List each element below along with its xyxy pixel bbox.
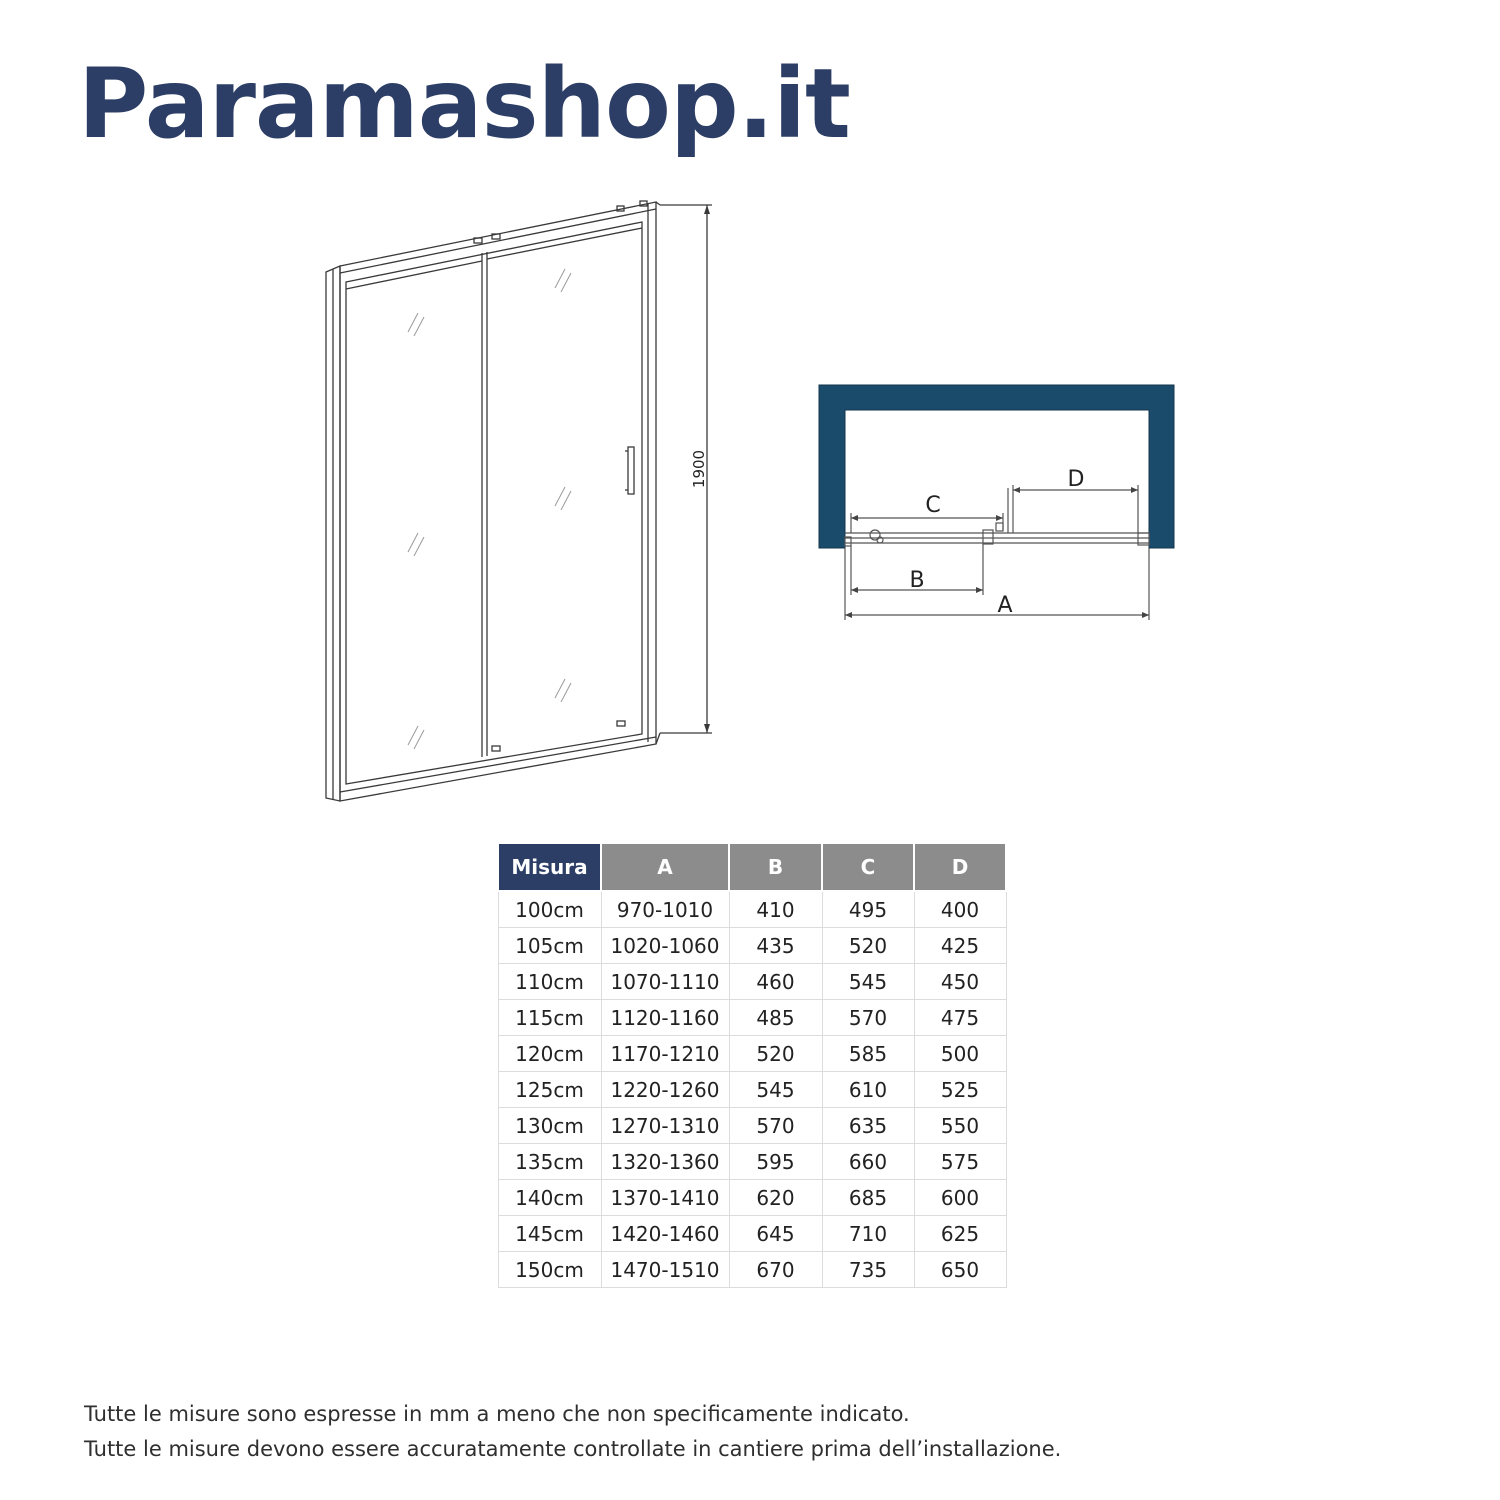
table-cell-c: 610 bbox=[822, 1072, 914, 1108]
table-cell-b: 645 bbox=[729, 1216, 822, 1252]
table-cell-a: 1470-1510 bbox=[601, 1252, 729, 1288]
column-header-d: D bbox=[914, 843, 1006, 891]
table-cell-a: 1070-1110 bbox=[601, 964, 729, 1000]
table-cell-c: 710 bbox=[822, 1216, 914, 1252]
plan-stopper bbox=[983, 530, 993, 544]
table-cell-c: 585 bbox=[822, 1036, 914, 1072]
table-row bbox=[498, 1216, 1006, 1252]
plan-view bbox=[819, 385, 1174, 620]
table-cell-b: 485 bbox=[729, 1000, 822, 1036]
table-cell-a: 1220-1260 bbox=[601, 1072, 729, 1108]
table-cell-b: 435 bbox=[729, 928, 822, 964]
door-inner-frame bbox=[346, 222, 642, 784]
table-row bbox=[498, 1108, 1006, 1144]
table-cell-c: 520 bbox=[822, 928, 914, 964]
bottom-guide bbox=[492, 746, 500, 751]
table-cell-d: 650 bbox=[914, 1252, 1006, 1288]
table-body bbox=[498, 891, 1006, 1288]
table-cell-misura: 135cm bbox=[498, 1144, 601, 1180]
table-cell-d: 575 bbox=[914, 1144, 1006, 1180]
table-cell-c: 570 bbox=[822, 1000, 914, 1036]
table-cell-c: 660 bbox=[822, 1144, 914, 1180]
table-cell-misura: 150cm bbox=[498, 1252, 601, 1288]
footnote-verify: Tutte le misure devono essere accuratamente controllate in cantiere prima dell’installazione. bbox=[84, 1437, 1062, 1461]
table-cell-misura: 110cm bbox=[498, 964, 601, 1000]
table-cell-b: 595 bbox=[729, 1144, 822, 1180]
sizes-table bbox=[497, 842, 1007, 1288]
table-row bbox=[498, 1180, 1006, 1216]
table-cell-a: 1020-1060 bbox=[601, 928, 729, 964]
column-header-c: C bbox=[822, 843, 914, 891]
height-label: 1900 bbox=[690, 449, 708, 489]
table-row bbox=[498, 1144, 1006, 1180]
table-cell-a: 1420-1460 bbox=[601, 1216, 729, 1252]
table-cell-d: 475 bbox=[914, 1000, 1006, 1036]
table-cell-misura: 120cm bbox=[498, 1036, 601, 1072]
table-row bbox=[498, 1252, 1006, 1288]
table-cell-c: 495 bbox=[822, 891, 914, 928]
table-cell-a: 1370-1410 bbox=[601, 1180, 729, 1216]
table-cell-b: 545 bbox=[729, 1072, 822, 1108]
table-cell-d: 525 bbox=[914, 1072, 1006, 1108]
table-row bbox=[498, 1000, 1006, 1036]
door-outer-frame bbox=[340, 202, 656, 801]
column-header-b: B bbox=[729, 843, 822, 891]
table-cell-misura: 115cm bbox=[498, 1000, 601, 1036]
table-cell-a: 970-1010 bbox=[601, 891, 729, 928]
table-row bbox=[498, 1036, 1006, 1072]
table-row bbox=[498, 928, 1006, 964]
column-header-misura: Misura bbox=[498, 843, 601, 891]
table-cell-b: 570 bbox=[729, 1108, 822, 1144]
table-cell-b: 620 bbox=[729, 1180, 822, 1216]
table-cell-misura: 100cm bbox=[498, 891, 601, 928]
glass-reflection-marks bbox=[408, 269, 571, 749]
table-cell-c: 685 bbox=[822, 1180, 914, 1216]
table-row bbox=[498, 1072, 1006, 1108]
table-cell-a: 1170-1210 bbox=[601, 1036, 729, 1072]
table-cell-d: 500 bbox=[914, 1036, 1006, 1072]
footnote-units: Tutte le misure sono espresse in mm a meno che non specificamente indicato. bbox=[84, 1402, 910, 1426]
brand-logo: Paramashop.it bbox=[78, 48, 850, 160]
table-cell-misura: 125cm bbox=[498, 1072, 601, 1108]
table-cell-b: 460 bbox=[729, 964, 822, 1000]
table-cell-d: 550 bbox=[914, 1108, 1006, 1144]
door-handle bbox=[628, 447, 634, 494]
table-cell-d: 425 bbox=[914, 928, 1006, 964]
table-cell-a: 1120-1160 bbox=[601, 1000, 729, 1036]
table-cell-misura: 130cm bbox=[498, 1108, 601, 1144]
table-cell-d: 600 bbox=[914, 1180, 1006, 1216]
table-cell-b: 410 bbox=[729, 891, 822, 928]
table-cell-d: 450 bbox=[914, 964, 1006, 1000]
table-cell-a: 1320-1360 bbox=[601, 1144, 729, 1180]
table-cell-c: 635 bbox=[822, 1108, 914, 1144]
table-row bbox=[498, 964, 1006, 1000]
table-cell-a: 1270-1310 bbox=[601, 1108, 729, 1144]
table-cell-c: 545 bbox=[822, 964, 914, 1000]
table-cell-misura: 105cm bbox=[498, 928, 601, 964]
dim-a-label: A bbox=[997, 593, 1013, 618]
table-row bbox=[498, 891, 1006, 928]
table-cell-d: 625 bbox=[914, 1216, 1006, 1252]
dim-c-label: C bbox=[925, 493, 941, 518]
dim-b-label: B bbox=[909, 568, 925, 593]
table-cell-b: 670 bbox=[729, 1252, 822, 1288]
bottom-guide bbox=[617, 721, 625, 726]
table-header-row bbox=[498, 843, 1006, 891]
door-elevation bbox=[326, 201, 712, 801]
dim-d-label: D bbox=[1067, 467, 1085, 492]
table-cell-d: 400 bbox=[914, 891, 1006, 928]
table-cell-misura: 140cm bbox=[498, 1180, 601, 1216]
column-header-a: A bbox=[601, 843, 729, 891]
table-cell-c: 735 bbox=[822, 1252, 914, 1288]
table-cell-misura: 145cm bbox=[498, 1216, 601, 1252]
table-cell-b: 520 bbox=[729, 1036, 822, 1072]
